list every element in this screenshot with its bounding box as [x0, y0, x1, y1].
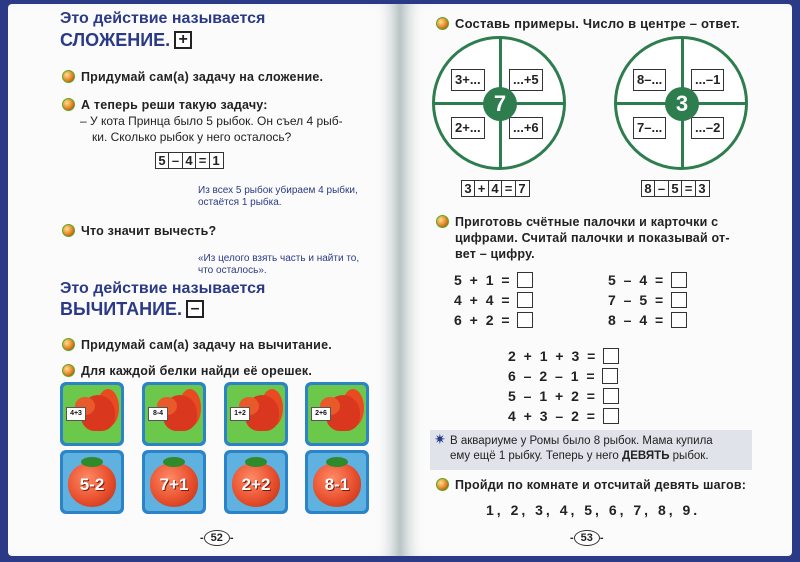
- answer-box[interactable]: [517, 292, 533, 308]
- page-number-left: - 52 -: [200, 532, 234, 544]
- example-equation-1: 3 + 4 = 7: [462, 180, 530, 197]
- task-marker-icon: [62, 364, 75, 377]
- squirrel-card[interactable]: [60, 382, 124, 446]
- right-page: [400, 4, 792, 556]
- wheel-center-answer: 3: [665, 87, 699, 121]
- strawberry-label: 8-1: [324, 475, 350, 494]
- note-definition-2: что осталось».: [198, 265, 267, 276]
- number-wheel-3: [614, 36, 748, 170]
- note-fish-1: Из всех 5 рыбок убираем 4 рыбки,: [198, 185, 358, 196]
- squirrel-card[interactable]: [142, 382, 206, 446]
- task-what-is-subtract: Что значит вычесть?: [62, 224, 216, 238]
- term-subtraction: [60, 299, 204, 320]
- answer-box[interactable]: [517, 312, 533, 328]
- plus-sign-box: +: [174, 31, 192, 49]
- example-equation-2: 8 – 5 = 3: [642, 180, 710, 197]
- addition-word: СЛОЖЕНИЕ.: [60, 30, 171, 50]
- strawberry-label: 7+1: [159, 475, 189, 494]
- task-marker-icon: [62, 338, 75, 351]
- task-marker-icon: [436, 17, 449, 30]
- problem-text-line2: ки. Сколько рыбок у него осталось?: [92, 130, 292, 144]
- task-solve-problem: А теперь реши такую задачу:: [62, 98, 268, 112]
- squirrel-card[interactable]: [305, 382, 369, 446]
- task-marker-icon: [436, 215, 449, 228]
- wheel-cell[interactable]: 2+...: [451, 117, 485, 139]
- minus-sign-box: –: [186, 300, 204, 318]
- strawberry-card[interactable]: [305, 450, 369, 514]
- page-number-right: - 53 -: [570, 532, 604, 544]
- examples-column-3: 2 + 1 + 3 = 6 – 2 – 1 = 5 – 1 + 2 = 4 + 3 – 2 =: [508, 348, 619, 428]
- answer-box[interactable]: [603, 388, 619, 404]
- answer-box[interactable]: [671, 312, 687, 328]
- term-addition: [60, 30, 192, 51]
- note-fish-2: остаётся 1 рыбка.: [198, 197, 282, 208]
- answer-box[interactable]: [603, 408, 619, 424]
- strawberry-label: 2+2: [241, 475, 271, 494]
- task-marker-icon: [62, 98, 75, 111]
- task-marker-icon: [436, 478, 449, 491]
- answer-box[interactable]: [517, 272, 533, 288]
- number-wheel-7: [432, 36, 566, 170]
- task-count-steps: Пройди по комнате и отсчитай девять шагов:: [436, 478, 746, 492]
- strawberry-label: 5-2: [79, 475, 105, 494]
- squirrel-label: 8-4: [148, 407, 168, 421]
- problem-text-line1: – У кота Принца было 5 рыбок. Он съел 4 рыб-: [80, 114, 343, 128]
- strawberry-card[interactable]: [224, 450, 288, 514]
- answer-box[interactable]: [602, 368, 618, 384]
- examples-column-2: 5 – 4 = 7 – 5 = 8 – 4 =: [608, 272, 687, 332]
- heading-addition: Это действие называется: [60, 10, 266, 27]
- wheel-cell[interactable]: ...–1: [691, 69, 724, 91]
- wheel-cell[interactable]: ...–2: [691, 117, 724, 139]
- squirrel-label: 4+3: [66, 407, 86, 421]
- wheel-center-answer: 7: [483, 87, 517, 121]
- answer-box[interactable]: [671, 292, 687, 308]
- task-invent-subtraction: Придумай сам(а) задачу на вычитание.: [62, 338, 332, 352]
- note-definition-1: «Из целого взять часть и найти то,: [198, 253, 360, 264]
- left-page: [8, 4, 400, 556]
- task-make-examples: Составь примеры. Число в центре – ответ.: [436, 16, 740, 31]
- wheel-cell[interactable]: ...+6: [509, 117, 543, 139]
- squirrel-card[interactable]: [224, 382, 288, 446]
- strawberry-card[interactable]: [142, 450, 206, 514]
- squirrel-label: 1+2: [230, 407, 250, 421]
- subtraction-equation: 5 – 4 = 1: [156, 152, 224, 169]
- task-marker-icon: [62, 224, 75, 237]
- task-find-nut: Для каждой белки найди её орешек.: [62, 364, 312, 378]
- squirrel-label: 2+6: [311, 407, 331, 421]
- wheel-cell[interactable]: ...+5: [509, 69, 543, 91]
- strawberry-card[interactable]: [60, 450, 124, 514]
- star-icon: ✷: [434, 431, 446, 447]
- answer-box[interactable]: [603, 348, 619, 364]
- heading-subtraction: Это действие называется: [60, 280, 266, 297]
- task-invent-addition: Придумай сам(а) задачу на сложение.: [62, 70, 323, 84]
- wheel-cell[interactable]: 8–...: [633, 69, 666, 91]
- task-marker-icon: [62, 70, 75, 83]
- answer-box[interactable]: [671, 272, 687, 288]
- subtraction-word: ВЫЧИТАНИЕ.: [60, 299, 183, 319]
- task-counting-sticks: Приготовь счётные палочки и карточки с цифрами. Считай палочки и показывай от- вет – цифру.: [436, 214, 730, 262]
- aquarium-callout: ✷ В аквариуме у Ромы было 8 рыбок. Мама купила ему ещё 1 рыбку. Теперь у него ДЕВЯТЬ рыбок.: [430, 430, 752, 470]
- wheel-cell[interactable]: 7–...: [633, 117, 666, 139]
- examples-column-1: 5 + 1 = 4 + 4 = 6 + 2 =: [454, 272, 533, 332]
- counting-sequence: 1, 2, 3, 4, 5, 6, 7, 8, 9.: [486, 502, 701, 518]
- wheel-cell[interactable]: 3+...: [451, 69, 485, 91]
